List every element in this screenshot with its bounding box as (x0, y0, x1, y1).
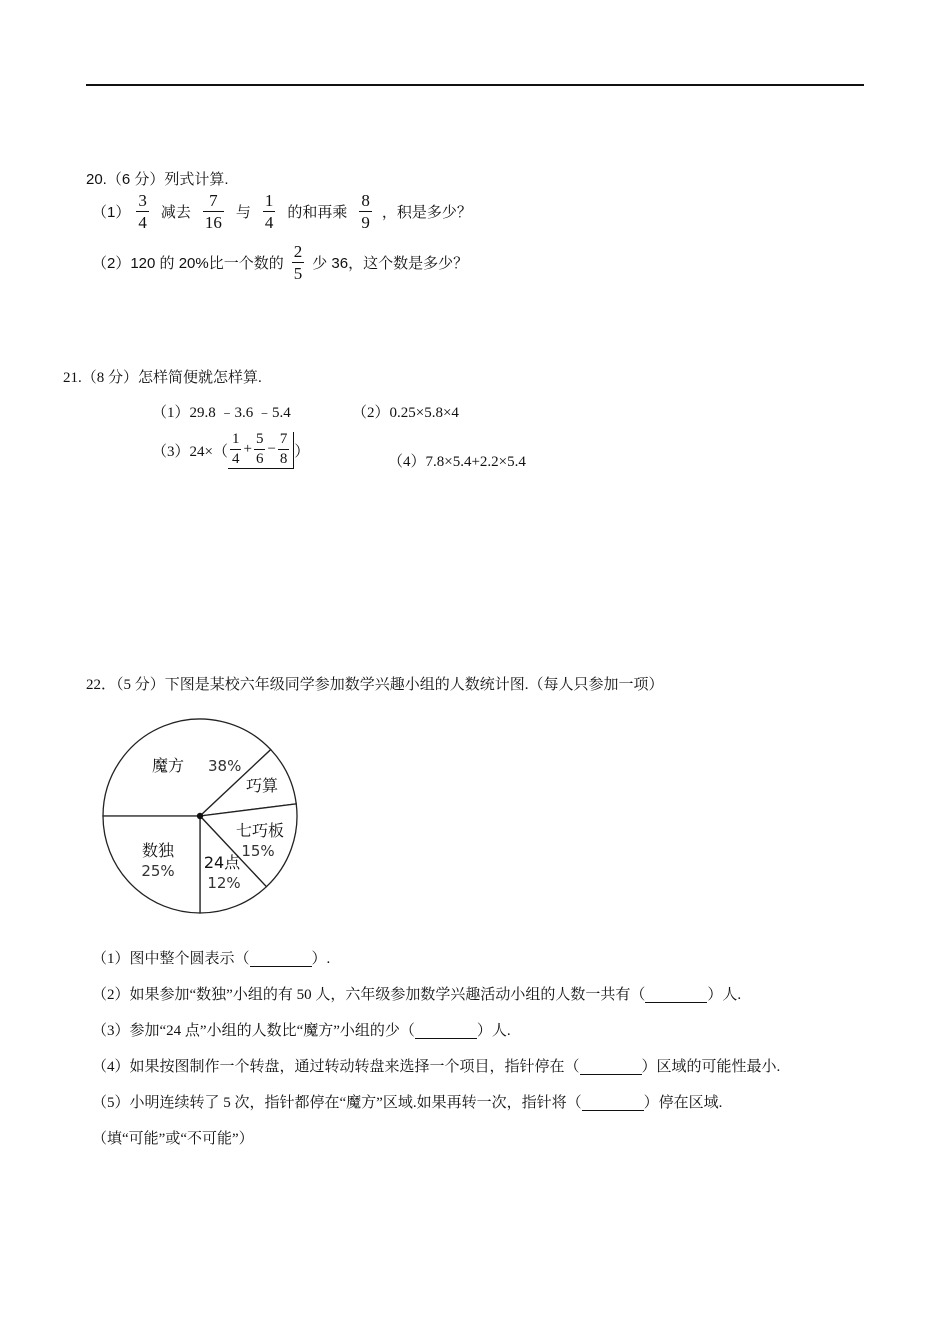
pie-label: 魔方 (151, 756, 185, 775)
fraction: $\frac{7}{8}$ (279, 431, 288, 467)
q21-p3-bracket (228, 432, 294, 469)
q20-p1-prefix: （1） (92, 204, 131, 221)
q21-part1: （1）29.8 ﹣3.6 ﹣5.4 (152, 405, 291, 421)
q20-p2-prefix: （2）120 的 20%比一个数的 (92, 255, 284, 272)
answer-blank[interactable] (582, 1096, 644, 1111)
q21-part2: （2）0.25×5.8×4 (352, 405, 459, 421)
fraction: $\frac{2}{5}$ (293, 242, 303, 283)
pie-value-label: 25% (141, 862, 175, 880)
answer-blank[interactable] (250, 952, 312, 967)
pie-value-label: 15% (241, 842, 275, 860)
q20-header: 20.（6 分）列式计算. (86, 171, 229, 188)
q21-p3-prefix: （3）24×（ (152, 444, 228, 460)
q21-p3-suffix: ） (294, 444, 310, 460)
q20-p1-text: ，积是多少？ (381, 205, 472, 221)
fraction: $\frac{7}{16}$ (204, 191, 222, 232)
q22-header: 22．（5 分）下图是某校六年级同学参加数学兴趣小组的人数统计图.（每人只参加一项） (86, 677, 664, 693)
header-rule (86, 84, 864, 86)
q22-sub5: （5）小明连续转了 5 次，指针都停在“魔方”区域.如果再转一次，指针将（ ）停在区域. (92, 1095, 723, 1111)
fraction: $\frac{3}{4}$ (138, 191, 147, 232)
q22-note: （填“可能”或“不可能”） (92, 1131, 254, 1147)
answer-blank[interactable] (645, 988, 707, 1003)
q21-header: 21.（8 分）怎样简便就怎样算. (63, 370, 262, 386)
pie-label: 数独 (141, 841, 175, 860)
fraction: $\frac{5}{6}$ (255, 431, 264, 467)
fraction: $\frac{8}{9}$ (361, 191, 370, 232)
q22-sub1: （1）图中整个圆表示（ ）. (92, 951, 331, 967)
answer-blank[interactable] (415, 1024, 477, 1039)
q21-part4: （4）7.8×5.4+2.2×5.4 (388, 454, 526, 470)
q21-part3 (152, 432, 309, 469)
q20-p1-text: 与 (235, 205, 251, 221)
q22-sub4: （4）如果按图制作一个转盘，通过转动转盘来选择一个项目，指针停在（ ）区域的可能性最小. (92, 1059, 781, 1075)
fraction: $\frac{1}{4}$ (264, 191, 274, 232)
fraction: $\frac{1}{4}$ (231, 431, 240, 467)
pie-label: 巧算 (245, 776, 279, 795)
q20-p1-text: 减去 (160, 205, 191, 221)
pie-label: 七巧板 (235, 821, 285, 840)
answer-blank[interactable] (580, 1060, 642, 1075)
q20-p1-text: 的和再乘 (287, 205, 348, 221)
q22-sub2: （2）如果参加“数独”小组的有 50 人，六年级参加数学兴趣活动小组的人数一共有（ ）人. (92, 987, 742, 1003)
plus-sign: + (243, 441, 252, 457)
minus-sign: − (267, 441, 276, 457)
pie-value-label: 12% (207, 874, 241, 892)
pie-value-label: 38% (208, 757, 242, 775)
q22-sub3: （3）参加“24 点”小组的人数比“魔方”小组的少（ ）人. (92, 1023, 511, 1039)
pie-label: 24点 (203, 853, 241, 872)
q20-p2-suffix: 少 36，这个数是多少？ (312, 255, 469, 272)
pie-center-dot (197, 813, 203, 819)
pie-chart (96, 712, 316, 924)
q20-part2 (92, 243, 468, 282)
q20-part1 (92, 192, 476, 231)
